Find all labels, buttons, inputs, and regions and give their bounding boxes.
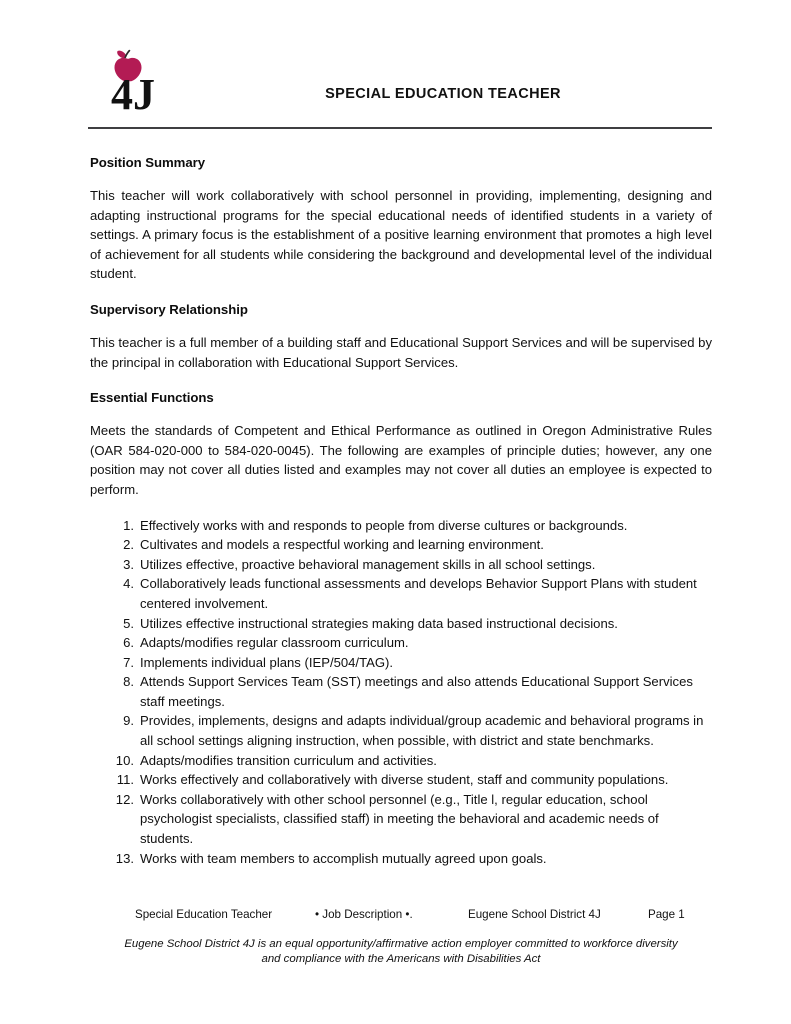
list-item: Effectively works with and responds to people from diverse cultures or backgrounds. xyxy=(140,517,628,533)
footer-district-name: Eugene School District 4J xyxy=(468,908,601,921)
page-title: SPECIAL EDUCATION TEACHER xyxy=(325,86,561,102)
footer-disclaimer xyxy=(90,937,712,966)
list-item: Works effectively and collaboratively with diverse student, staff and community populations. xyxy=(140,772,669,788)
apple-4j-logo-icon xyxy=(102,46,156,116)
header-divider xyxy=(88,127,712,129)
document-footer xyxy=(90,908,712,966)
document-header xyxy=(88,44,712,116)
footer-job-title: Special Education Teacher xyxy=(135,908,273,921)
section-position-summary xyxy=(90,155,712,284)
list-item: Provides, implements, designs and adapts individual/group academic and behavioral programs in all school settings aligning instruction, when possible, with district and state benchmarks. xyxy=(140,713,704,749)
essential-functions-list xyxy=(90,516,712,869)
list-item: Works with team members to accomplish mutually agreed upon goals. xyxy=(140,850,547,866)
list-item: Adapts/modifies regular classroom curriculum. xyxy=(140,635,409,651)
list-item: Adapts/modifies transition curriculum and activities. xyxy=(140,752,437,768)
section-essential-functions xyxy=(90,390,712,868)
section-paragraph-supervisory-relationship: This teacher is a full member of a building staff and Educational Support Services and will be supervised by the principal in collaboration with Educational Support Services. xyxy=(90,334,712,370)
list-item: Cultivates and models a respectful working and learning environment. xyxy=(140,537,544,553)
list-item: Utilizes effective instructional strategies making data based instructional decisions. xyxy=(140,615,618,631)
footer-disclaimer-line-1: Eugene School District 4J is an equal opportunity/affirmative action employer committed to workforce diversity xyxy=(124,938,678,950)
footer-row xyxy=(90,908,712,926)
list-item: Utilizes effective, proactive behavioral management skills in all school settings. xyxy=(140,556,596,572)
footer-doc-type: • Job Description •. xyxy=(315,908,413,921)
list-item: Collaboratively leads functional assessments and develops Behavior Support Plans with student centered involvement. xyxy=(140,576,697,611)
list-item: Works collaboratively with other school personnel (e.g., Title l, regular education, school psychologist specialists, classified staff) in meeting the behavioral and academic needs of students. xyxy=(140,791,659,847)
section-heading-position-summary: Position Summary xyxy=(90,155,205,170)
footer-page-number: Page 1 xyxy=(648,908,685,921)
document-body xyxy=(90,155,712,868)
footer-disclaimer-line-2: and compliance with the Americans with Disabilities Act xyxy=(261,952,541,965)
list-item: Implements individual plans (IEP/504/TAG). xyxy=(140,654,394,670)
svg-text:4J: 4J xyxy=(111,70,155,116)
section-heading-supervisory-relationship: Supervisory Relationship xyxy=(90,301,248,317)
section-supervisory-relationship xyxy=(90,302,712,372)
list-item: Attends Support Services Team (SST) meetings and also attends Educational Support Services staff meetings. xyxy=(140,674,693,709)
section-heading-essential-functions: Essential Functions xyxy=(90,390,214,406)
section-paragraph-position-summary: This teacher will work collaboratively with school personnel in providing, implementing, designing and adapting instructional programs for the special educational needs of identified students in a variety of settings. A primary focus is the establishment of a positive learning environment that promotes a high level of achievement for all students while considering the background and developmental level of the individual student. xyxy=(90,188,712,282)
section-paragraph-essential-functions: Meets the standards of Competent and Ethical Performance as outlined in Oregon Administrative Rules (OAR 584-020-000 to 584-020-0045). The following are examples of principle duties; however, any one position may not cover all duties listed and examples may not cover all duties an employee is expected to perform. xyxy=(90,423,712,497)
